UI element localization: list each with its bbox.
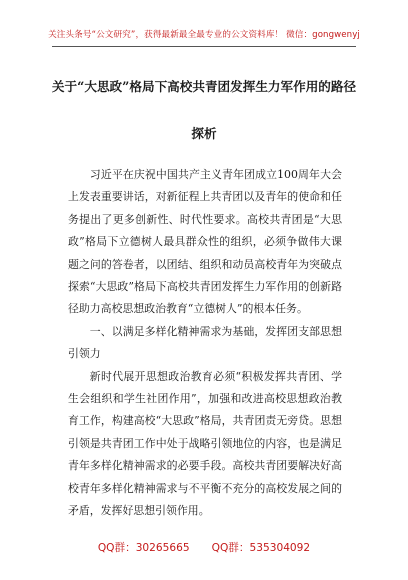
header-promo-text: 关注头条号“公文研究”，获得最新最全最专业的公文资料库！ 微信：gongwenyj [48,30,360,40]
footer-qq-group-1: QQ群：30265665 [97,542,190,554]
body-section-heading: 一、以满足多样化精神需求为基础，发挥团支部思想引领力 [68,324,342,361]
document-title-line-2: 探析 [191,126,217,141]
header-banner [0,0,408,52]
document-title-line-1: 关于“大思政”格局下高校共青团发挥生力军作用的路径 [51,79,357,94]
footer-qq-group-2: QQ群：535304092 [211,542,311,554]
document-body [68,164,342,523]
header-divider [52,46,356,47]
footer-contact [0,540,408,555]
body-paragraph-section-1: 新时代展开思想政治教育必须“积极发挥共青团、学生会组织和学生社团作用”，加强和改进高校思想政治教育工作，构建高校“大思政”格局，共青团责无旁贷。思想引领是共青团工作中处于战略引领地位的内容，也是满足青年多样化精神需求的必要手段。高校共青团要解决好高校青年多样化精神需求与不平衡不充分的高校发展之间的矛盾，发挥好思想引领作用。 [68,369,342,518]
body-paragraph-intro: 习近平在庆祝中国共产主义青年团成立100周年大会上发表重要讲话，对新征程上共青团以及青年的使命和任务提出了更多创新性、时代性要求。高校共青团是“大思政”格局下立德树人最具群众性的组织，必须争做伟大课题之问的答卷者，以团结、组织和动员高校青年为突破点探索“大思政”格局下高校共青团发挥生力军作用的创新路径助力高校思想政治教育“立德树人”的根本任务。 [68,168,342,316]
